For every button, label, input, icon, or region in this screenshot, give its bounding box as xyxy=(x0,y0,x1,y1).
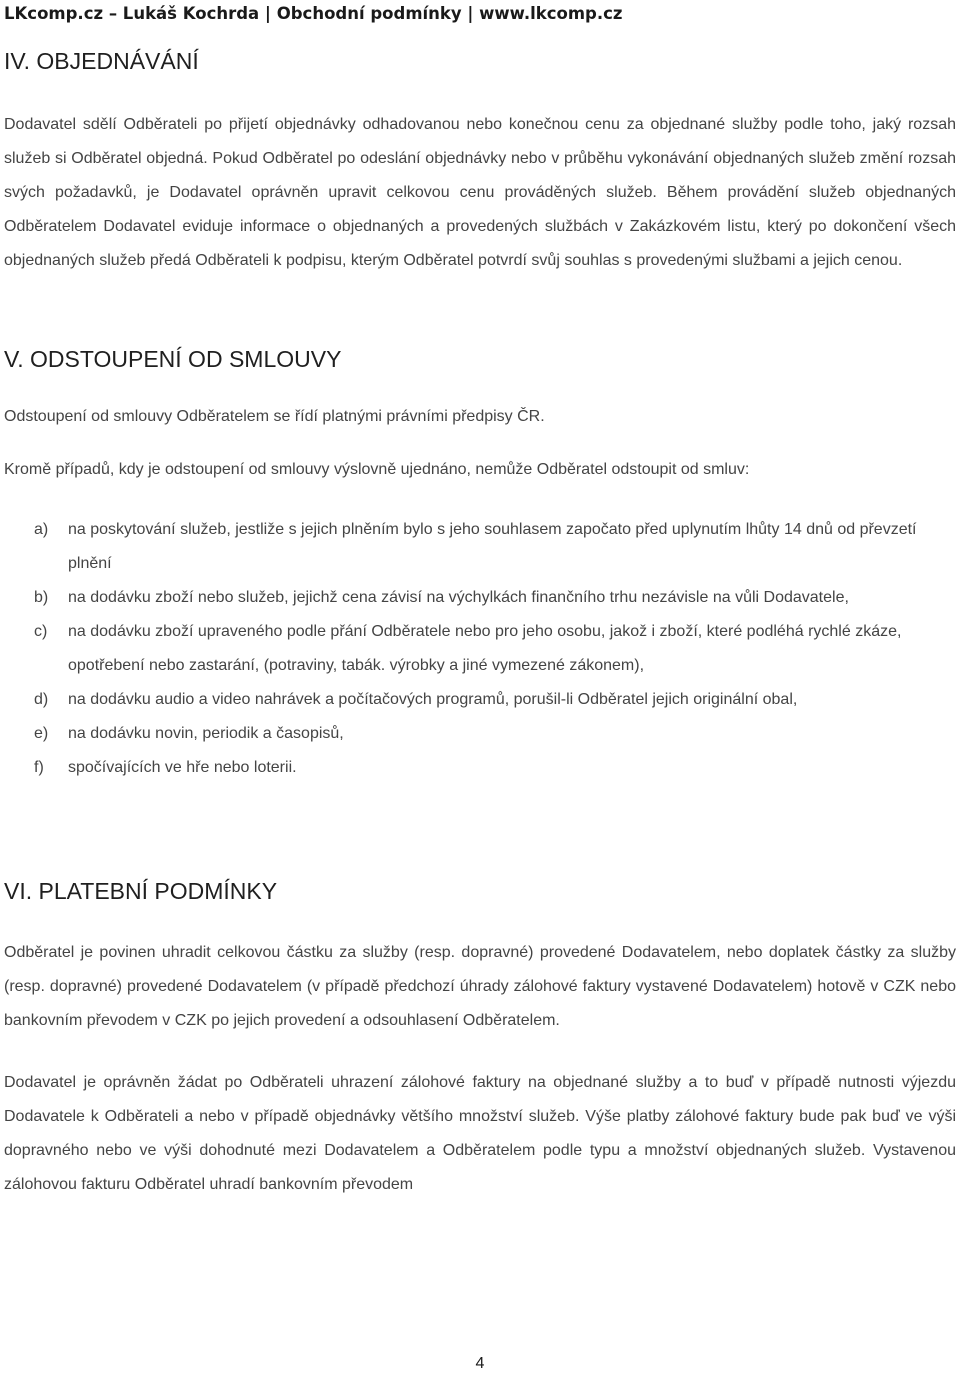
list-item-text: na dodávku novin, periodik a časopisů, xyxy=(68,725,344,742)
list-item xyxy=(4,581,956,615)
paragraph-odstoupeni-2: Kromě případů, kdy je odstoupení od smlouvy výslovně ujednáno, nemůže Odběratel odstoupit od smluv: xyxy=(4,461,750,478)
list-item-letter: c) xyxy=(34,623,48,640)
paragraph-platebni-1: Odběratel je povinen uhradit celkovou částku za služby (resp. dopravné) provedené Dodavatelem, nebo doplatek částky za služby (resp. dopravné) provedené Dodavatelem (v případě předchozí úhrady zálohové faktury vystavené Dodavatelem) hotově v CZK nebo bankovním převodem v CZK po jejich provedení a odsouhlasení Odběratelem. xyxy=(4,944,956,1029)
page-header: LKcomp.cz – Lukáš Kochrda | Obchodní podmínky | www.lkcomp.cz xyxy=(4,4,623,23)
list-item xyxy=(4,751,956,785)
section-title-platebni-podminky: VI. PLATEBNÍ PODMÍNKY xyxy=(4,878,278,904)
list-item xyxy=(4,683,956,717)
list-item-text: na dodávku zboží upraveného podle přání Odběratele nebo pro jeho osobu, jakož i zboží, které podléhá rychlé zkáze, opotřebení nebo zastarání, (potraviny, tabák. výrobky a jiné vymezené zákonem), xyxy=(68,623,902,674)
list-item xyxy=(4,717,956,751)
document-body xyxy=(4,40,956,1202)
section-title-objednavani: IV. OBJEDNÁVÁNÍ xyxy=(4,48,199,74)
section-title-odstoupeni: V. ODSTOUPENÍ OD SMLOUVY xyxy=(4,346,342,372)
paragraph-objednavani: Dodavatel sdělí Odběrateli po přijetí objednávky odhadovanou nebo konečnou cenu za objednané služby podle toho, jaký rozsah služeb si Odběratel objedná. Pokud Odběratel po odeslání objednávky nebo v průběhu vykonávání objednaných služeb změní rozsah svých požadavků, je Dodavatel oprávněn upravit celkovou cenu prováděných služeb. Během provádění služeb objednaných Odběratelem Dodavatel eviduje informace o objednaných a provedených službách v Zakázkovém listu, který po dokončení všech objednaných služeb předá Odběrateli k podpisu, kterým Odběratel potvrdí svůj souhlas s provedenými službami a jejich cenou. xyxy=(4,116,956,269)
list-item xyxy=(4,513,956,581)
list-item-letter: b) xyxy=(34,589,49,606)
section-odstoupeni xyxy=(4,338,956,785)
exception-list xyxy=(4,513,956,785)
list-item-text: na poskytování služeb, jestliže s jejich plněním bylo s jeho souhlasem započato před uplynutím lhůty 14 dnů od převzetí plnění xyxy=(68,521,917,572)
section-objednavani xyxy=(4,40,956,278)
list-item-letter: f) xyxy=(34,759,44,776)
list-item-letter: d) xyxy=(34,691,49,708)
list-item-letter: a) xyxy=(34,521,49,538)
list-item xyxy=(4,615,956,683)
page-number: 4 xyxy=(475,1355,485,1372)
list-item-text: na dodávku zboží nebo služeb, jejichž cena závisí na výchylkách finančního trhu nezávisle na vůli Dodavatele, xyxy=(68,589,849,606)
paragraph-odstoupeni-1: Odstoupení od smlouvy Odběratelem se řídí platnými právními předpisy ČR. xyxy=(4,408,545,425)
list-item-letter: e) xyxy=(34,725,49,742)
list-item-text: na dodávku audio a video nahrávek a počítačových programů, porušil-li Odběratel jejich originální obal, xyxy=(68,691,798,708)
paragraph-platebni-2: Dodavatel je oprávněn žádat po Odběrateli uhrazení zálohové faktury na objednané služby a to buď v případě nutnosti výjezdu Dodavatele k Odběrateli a nebo v případě objednávky většího množství služeb. Výše platby zálohové faktury bude pak buď ve výši dopravného nebo ve výši dohodnuté mezi Dodavatelem a Odběratelem podle typu a množství objednaných služeb. Vystavenou zálohovou fakturu Odběratel uhradí bankovním převodem xyxy=(4,1074,956,1193)
section-platebni-podminky xyxy=(4,870,956,1202)
list-item-text: spočívajících ve hře nebo loterii. xyxy=(68,759,297,776)
